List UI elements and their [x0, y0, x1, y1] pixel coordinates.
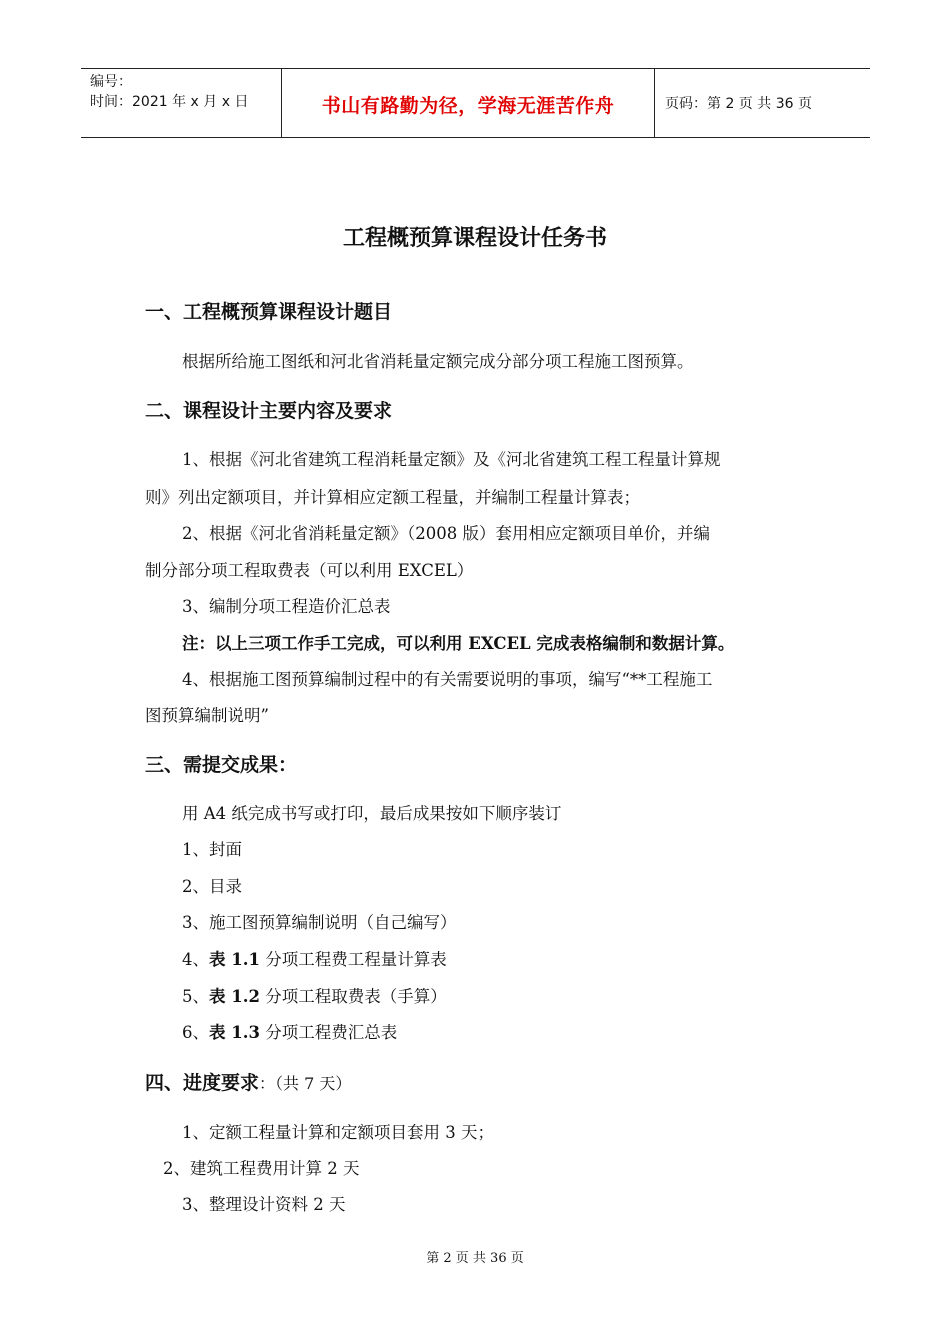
section3-heading: 三、需提交成果： [145, 754, 298, 776]
page-footer: 第 2 页 共 36 页 [426, 1251, 524, 1266]
deliverable-text: 封面 [209, 840, 242, 859]
deliverable-text: 施工图预算编制说明（自己编写） [209, 913, 457, 932]
document-title: 工程概预算课程设计任务书 [342, 226, 607, 251]
deliverable-item [182, 873, 242, 897]
deliverable-prefix: 1、 [182, 840, 209, 859]
deliverable-table-ref: 表 1.1 [209, 950, 260, 969]
motto-text: 书山有路勤为径，学海无涯苦作舟 [321, 95, 615, 117]
deliverable-prefix: 6、 [182, 1023, 209, 1042]
section1-heading: 一、工程概预算课程设计题目 [145, 301, 393, 323]
header-meta-cell [81, 69, 282, 137]
deliverable-item [182, 946, 447, 970]
schedule-item: 2、建筑工程费用计算 2 天 [163, 1159, 360, 1178]
deliverable-text: 分项工程取费表（手算） [259, 987, 447, 1006]
deliverable-prefix: 2、 [182, 877, 209, 896]
section2-heading: 二、课程设计主要内容及要求 [145, 400, 393, 422]
time-label: 时间：2021 年 x 月 x 日 [90, 94, 249, 110]
section2-item2-line2: 制分部分项工程取费表（可以利用 EXCEL） [145, 561, 474, 580]
section3-intro: 用 A4 纸完成书写或打印，最后成果按如下顺序装订 [182, 804, 562, 823]
section2-item4-line1: 4、根据施工图预算编制过程中的有关需要说明的事项，编写“**工程施工 [182, 670, 713, 689]
deliverable-text: 目录 [209, 877, 242, 896]
schedule-item: 1、定额工程量计算和定额项目套用 3 天； [182, 1123, 494, 1142]
deliverable-prefix: 4、 [182, 950, 209, 969]
header-motto-cell [282, 69, 655, 137]
deliverable-item [182, 983, 447, 1007]
deliverable-table-ref: 表 1.2 [209, 987, 260, 1006]
section2-item1-line2: 则》列出定额项目，并计算相应定额工程量，并编制工程量计算表； [145, 488, 640, 507]
deliverable-item [182, 1019, 397, 1043]
header-page-cell [655, 69, 870, 137]
section2-item4-line2: 图预算编制说明” [145, 706, 269, 725]
schedule-item: 3、整理设计资料 2 天 [182, 1195, 346, 1214]
deliverable-text: 分项工程费汇总表 [259, 1023, 398, 1042]
page-info: 页码：第 2 页 共 36 页 [665, 96, 812, 112]
deliverable-item [182, 909, 457, 933]
section4-heading-duration: ：（共 7 天） [259, 1074, 352, 1093]
section4-heading [145, 1068, 351, 1095]
section1-text: 根据所给施工图纸和河北省消耗量定额完成分部分项工程施工图预算。 [182, 352, 694, 371]
section2-item2-line1: 2、根据《河北省消耗量定额》（2008 版）套用相应定额项目单价，并编 [182, 524, 710, 543]
number-label: 编号： [90, 74, 132, 90]
deliverable-item [182, 836, 242, 860]
section2-item1-line1: 1、根据《河北省建筑工程消耗量定额》及《河北省建筑工程工程量计算规 [182, 450, 721, 469]
section2-item3: 3、编制分项工程造价汇总表 [182, 597, 391, 616]
deliverable-text: 分项工程费工程量计算表 [259, 950, 447, 969]
header-table [81, 68, 870, 138]
deliverable-table-ref: 表 1.3 [209, 1023, 260, 1042]
section2-note: 注：以上三项工作手工完成，可以利用 EXCEL 完成表格编制和数据计算。 [182, 634, 735, 653]
deliverable-prefix: 3、 [182, 913, 209, 932]
deliverable-prefix: 5、 [182, 987, 209, 1006]
section4-heading-text: 四、进度要求 [145, 1072, 260, 1094]
